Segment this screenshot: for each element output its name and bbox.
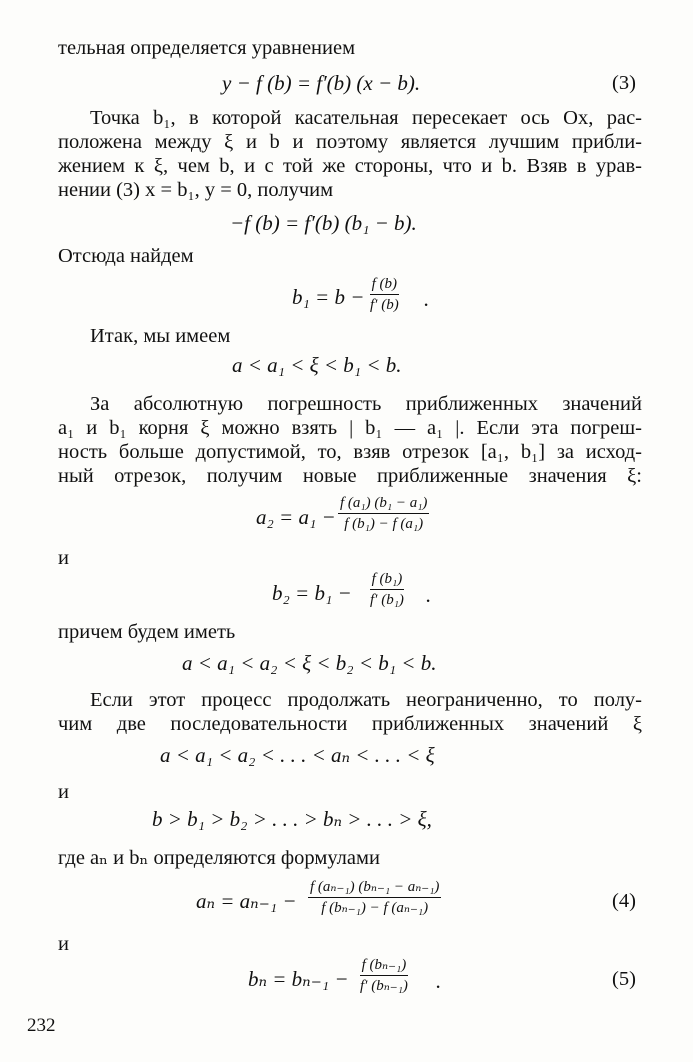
text-line-8: За абсолютную погрешность приближенных значений [90, 393, 642, 415]
an-fraction-numerator: f (aₙ₋₁) (bₙ₋₁ − aₙ₋₁) [308, 878, 441, 898]
equation-3: y − f (b) = f′(b) (x − b). [222, 71, 421, 95]
b1-fraction [368, 275, 401, 314]
text-line-18: и [58, 933, 69, 955]
b1-fraction-numerator: f (b) [370, 275, 399, 295]
text-line-6: Отсюда найдем [58, 245, 194, 267]
b1-formula-lhs: b₁ = b − [292, 285, 365, 309]
text-line-7: Итак, мы имеем [90, 325, 231, 347]
a2-fraction [338, 494, 429, 533]
equation-number-4: (4) [612, 890, 636, 912]
text-line-16: и [58, 781, 69, 803]
an-formula-lhs: aₙ = aₙ₋₁ − [196, 889, 297, 913]
equation-number-5: (5) [612, 968, 636, 990]
text-line-14: Если этот процесс продолжать неограниченно, то полу- [90, 689, 642, 711]
equation-b1-substitution: −f (b) = f′(b) (b₁ − b). [230, 211, 417, 235]
text-line-10: ность больше допустимой, то, взяв отрезок [a₁, b₁] за исход- [58, 441, 642, 463]
text-line-1: тельная определяется уравнением [58, 37, 356, 59]
text-line-5: нении (3) x = b₁, y = 0, получим [58, 179, 334, 201]
text-line-12: и [58, 547, 69, 569]
sequence-a: a < a₁ < a₂ < . . . < aₙ < . . . < ξ [160, 743, 435, 767]
text-line-9: a₁ и b₁ корня ξ можно взять | b₁ — a₁ |. Если эта погреш- [58, 417, 642, 439]
b1-fraction-denominator: f′ (b) [370, 297, 399, 313]
text-line-17: где aₙ и bₙ определяются формулами [58, 847, 380, 869]
a2-fraction-denominator: f (b₁) − f (a₁) [344, 516, 424, 532]
b2-fraction-denominator: f′ (b₁) [370, 592, 404, 608]
an-fraction [308, 878, 441, 917]
bn-formula-period: . [436, 969, 442, 993]
sequence-b: b > b₁ > b₂ > . . . > bₙ > . . . > ξ, [152, 807, 432, 831]
text-line-15: чим две последовательности приближенных значений ξ [58, 713, 642, 735]
bn-formula-lhs: bₙ = bₙ₋₁ − [248, 967, 349, 991]
b2-fraction [368, 570, 406, 609]
b2-formula-lhs: b₂ = b₁ − [272, 581, 352, 605]
text-line-13: причем будем иметь [58, 621, 236, 643]
bn-fraction-denominator: f′ (bₙ₋₁) [360, 978, 408, 994]
bn-fraction [358, 956, 410, 995]
b2-fraction-numerator: f (b₁) [370, 570, 405, 590]
text-line-11: ный отрезок, получим новые приближенные значения ξ: [58, 465, 642, 487]
text-line-2: Точка b₁, в которой касательная пересекает ось Ox, рас- [90, 107, 642, 129]
equation-number-3: (3) [612, 72, 636, 94]
text-line-4: жением к ξ, чем b, и с той же стороны, что и b. Взяв в урав- [58, 155, 642, 177]
text-line-3: положена между ξ и b и поэтому является лучшим прибли- [58, 131, 642, 153]
an-fraction-denominator: f (bₙ₋₁) − f (aₙ₋₁) [321, 900, 429, 916]
bn-fraction-numerator: f (bₙ₋₁) [360, 956, 409, 976]
a2-fraction-numerator: f (a₁) (b₁ − a₁) [338, 494, 429, 514]
b1-formula-period: . [424, 287, 430, 311]
inequality-2: a < a₁ < a₂ < ξ < b₂ < b₁ < b. [182, 651, 437, 675]
inequality-1: a < a₁ < ξ < b₁ < b. [232, 353, 402, 377]
a2-formula-lhs: a₂ = a₁ − [256, 505, 336, 529]
b2-formula-period: . [426, 583, 432, 607]
page-number: 232 [27, 1015, 56, 1036]
